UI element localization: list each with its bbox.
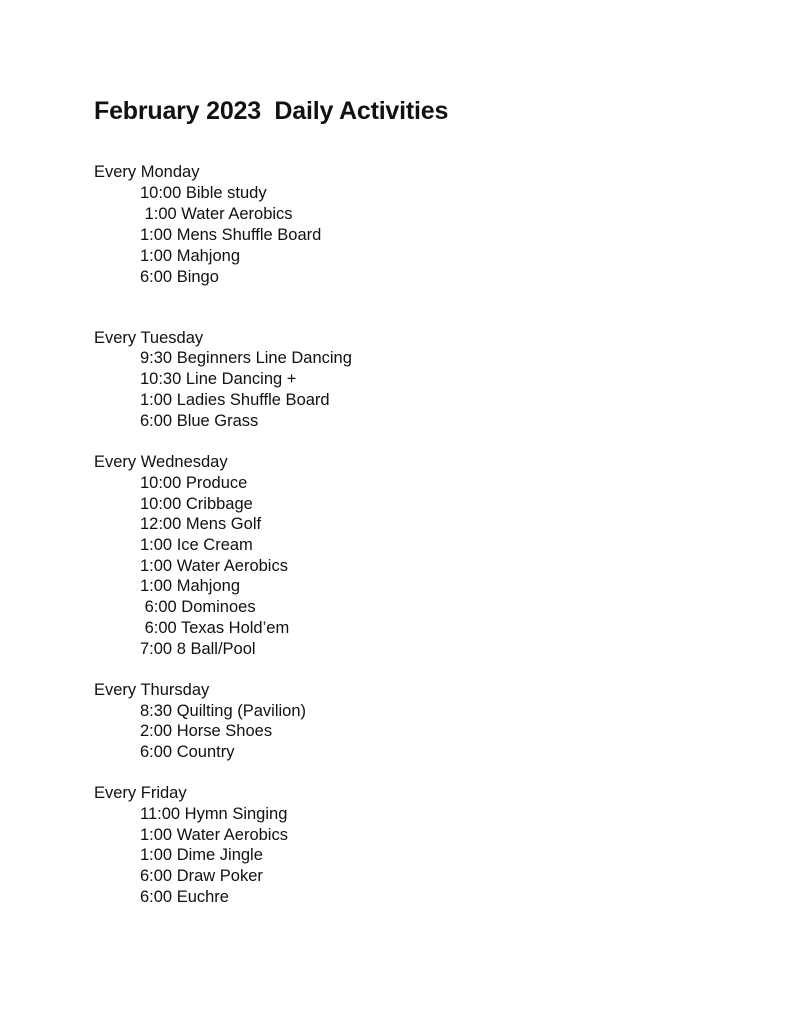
day-heading-monday: Every Monday [94,163,200,181]
activity-item: 1:00 Water Aerobics [140,205,293,223]
activity-item: 6:00 Bingo [140,268,219,286]
activity-item: 10:00 Bible study [140,184,267,202]
activity-item: 1:00 Mahjong [140,247,240,265]
activity-item: 1:00 Dime Jingle [140,846,263,864]
activity-item: 8:30 Quilting (Pavilion) [140,702,306,720]
activity-item: 2:00 Horse Shoes [140,722,273,740]
page-title: February 2023 Daily Activities [94,97,449,125]
day-heading-tuesday: Every Tuesday [94,329,204,347]
activity-item: 6:00 Texas Hold’em [140,619,290,637]
activity-item: 9:30 Beginners Line Dancing [140,349,352,367]
activity-item: 7:00 8 Ball/Pool [140,640,256,658]
activity-item: 10:30 Line Dancing + [140,370,297,388]
activity-item: 10:00 Cribbage [140,495,253,513]
day-heading-thursday: Every Thursday [94,681,210,699]
activity-item: 6:00 Dominoes [140,598,256,616]
activity-item: 11:00 Hymn Singing [140,805,288,823]
activity-item: 1:00 Water Aerobics [140,826,288,844]
activity-item: 6:00 Country [140,743,235,761]
activity-item: 12:00 Mens Golf [140,515,262,533]
activity-item: 6:00 Blue Grass [140,412,259,430]
day-heading-wednesday: Every Wednesday [94,453,228,471]
activity-item: 1:00 Ladies Shuffle Board [140,391,330,409]
activity-item: 10:00 Produce [140,474,248,492]
activity-item: 6:00 Euchre [140,888,229,906]
activity-item: 1:00 Mahjong [140,577,240,595]
activity-item: 1:00 Water Aerobics [140,557,288,575]
activity-item: 6:00 Draw Poker [140,867,263,885]
activity-item: 1:00 Ice Cream [140,536,253,554]
day-heading-friday: Every Friday [94,784,187,802]
activity-item: 1:00 Mens Shuffle Board [140,226,322,244]
